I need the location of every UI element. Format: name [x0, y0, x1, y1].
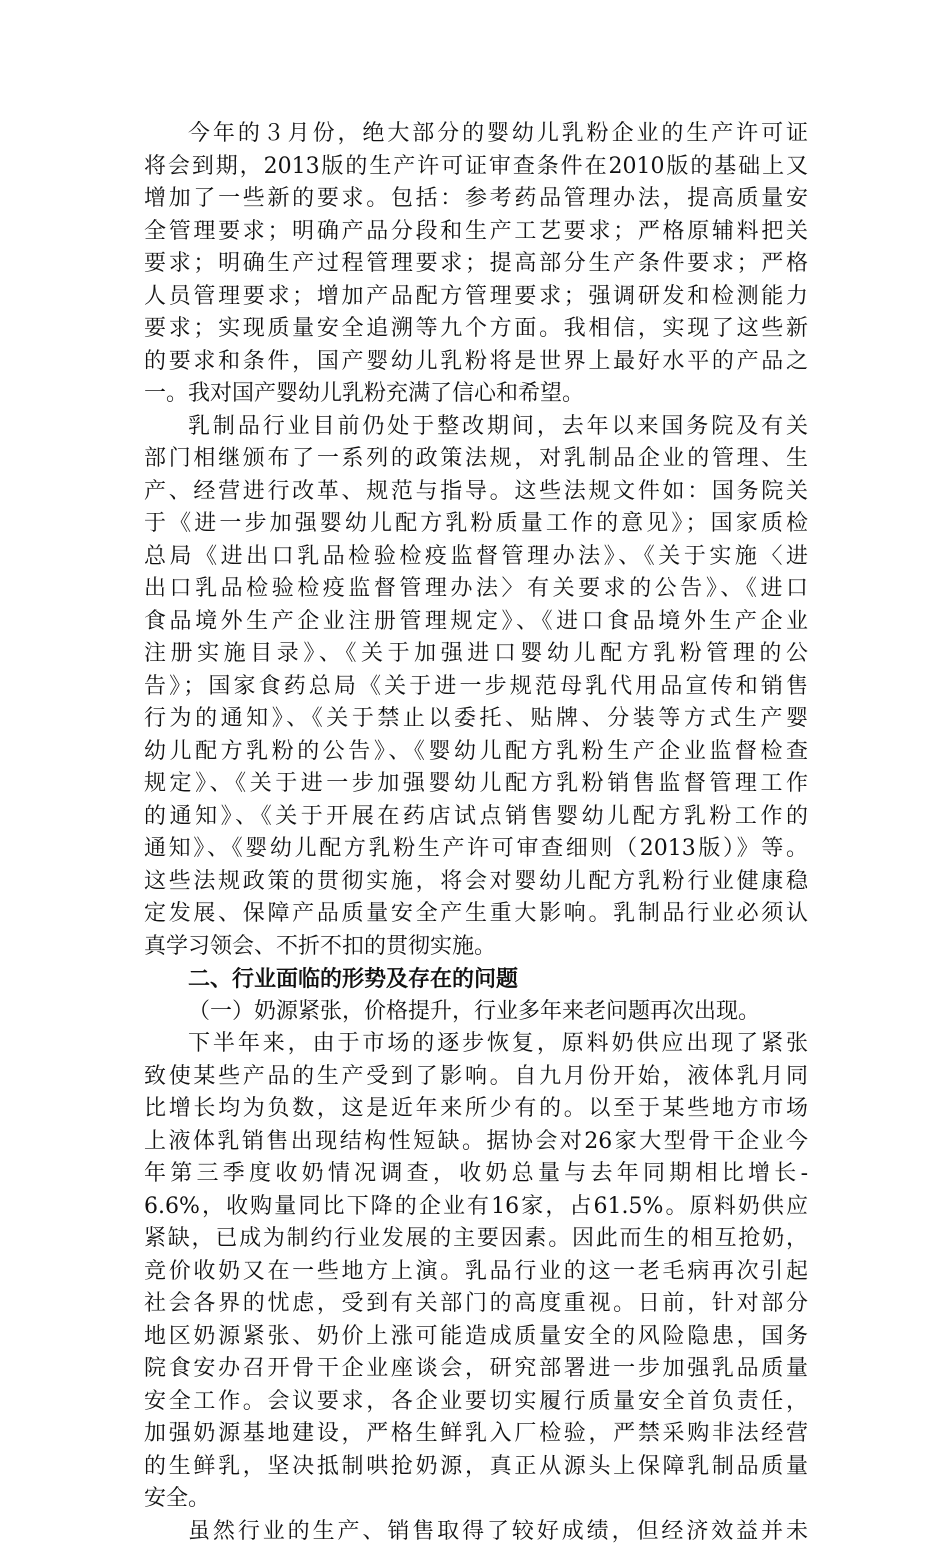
subheading-text: （一）奶源紧张，价格提升，行业多年来老问题再次出现。: [144, 996, 808, 1029]
text-line: 6.6%，收购量同比下降的企业有16家，占61.5%。原料奶供应: [144, 1191, 808, 1224]
text-line: 部门相继颁布了一系列的政策法规，对乳制品企业的管理、生: [144, 443, 808, 476]
text-line: 乳制品行业目前仍处于整改期间，去年以来国务院及有关: [144, 411, 808, 444]
text-line: 产、经营进行改革、规范与指导。这些法规文件如：国务院关: [144, 476, 808, 509]
text-line: 全管理要求；明确产品分段和生产工艺要求；严格原辅料把关: [144, 216, 808, 249]
text-line: 的通知》、《关于开展在药店试点销售婴幼儿配方乳粉工作的: [144, 801, 808, 834]
text-line: 的生鲜乳，坚决抵制哄抢奶源，真正从源头上保障乳制品质量: [144, 1451, 808, 1484]
text-line: 增加了一些新的要求。包括：参考药品管理办法，提高质量安: [144, 183, 808, 216]
text-line: 人员管理要求；增加产品配方管理要求；强调研发和检测能力: [144, 281, 808, 314]
text-line: 将会到期，2013版的生产许可证审查条件在2010版的基础上又: [144, 151, 808, 184]
paragraph: [144, 1516, 808, 1548]
text-line: 紧缺，已成为制约行业发展的主要因素。因此而生的相互抢奶，: [144, 1223, 808, 1256]
text-line: 社会各界的忧虑，受到有关部门的高度重视。日前，针对部分: [144, 1288, 808, 1321]
paragraph: [144, 1028, 808, 1516]
text-line: 于《进一步加强婴幼儿配方乳粉质量工作的意见》；国家质检: [144, 508, 808, 541]
text-line: 规定》、《关于进一步加强婴幼儿配方乳粉销售监督管理工作: [144, 768, 808, 801]
text-line: 通知》、《婴幼儿配方乳粉生产许可审查细则（2013版）》等。: [144, 833, 808, 866]
text-line: 注册实施目录》、《关于加强进口婴幼儿配方乳粉管理的公: [144, 638, 808, 671]
text-line: 一。我对国产婴幼儿乳粉充满了信心和希望。: [144, 378, 808, 411]
text-line: 定发展、保障产品质量安全产生重大影响。乳制品行业必须认: [144, 898, 808, 931]
text-line: 加强奶源基地建设，严格生鲜乳入厂检验，严禁采购非法经营: [144, 1418, 808, 1451]
text-line: 致使某些产品的生产受到了影响。自九月份开始，液体乳月同: [144, 1061, 808, 1094]
text-line: 安全。: [144, 1483, 808, 1516]
text-line: 这些法规政策的贯彻实施，将会对婴幼儿配方乳粉行业健康稳: [144, 866, 808, 899]
text-line: 虽然行业的生产、销售取得了较好成绩，但经济效益并未: [144, 1516, 808, 1548]
text-line: 出口乳品检验检疫监督管理办法〉有关要求的公告》、《进口: [144, 573, 808, 606]
text-line: 院食安办召开骨干企业座谈会，研究部署进一步加强乳品质量: [144, 1353, 808, 1386]
paragraph: [144, 996, 808, 1029]
text-line: 要求；实现质量安全追溯等九个方面。我相信，实现了这些新: [144, 313, 808, 346]
text-line: 的要求和条件，国产婴幼儿乳粉将是世界上最好水平的产品之: [144, 346, 808, 379]
text-line: 竞价收奶又在一些地方上演。乳品行业的这一老毛病再次引起: [144, 1256, 808, 1289]
text-line: 地区奶源紧张、奶价上涨可能造成质量安全的风险隐患，国务: [144, 1321, 808, 1354]
document-page: [144, 118, 808, 1548]
text-line: 下半年来，由于市场的逐步恢复，原料奶供应出现了紧张: [144, 1028, 808, 1061]
text-line: 真学习领会、不折不扣的贯彻实施。: [144, 931, 808, 964]
text-line: 行为的通知》、《关于禁止以委托、贴牌、分装等方式生产婴: [144, 703, 808, 736]
text-line: 安全工作。会议要求，各企业要切实履行质量安全首负责任，: [144, 1386, 808, 1419]
text-line: 告》；国家食药总局《关于进一步规范母乳代用品宣传和销售: [144, 671, 808, 704]
paragraph: [144, 118, 808, 411]
heading-text: 二、行业面临的形势及存在的问题: [144, 963, 808, 996]
paragraph: [144, 411, 808, 964]
section-heading: [144, 963, 808, 996]
text-line: 年第三季度收奶情况调查，收奶总量与去年同期相比增长-: [144, 1158, 808, 1191]
text-line: 要求；明确生产过程管理要求；提高部分生产条件要求；严格: [144, 248, 808, 281]
text-line: 幼儿配方乳粉的公告》、《婴幼儿配方乳粉生产企业监督检查: [144, 736, 808, 769]
text-line: 食品境外生产企业注册管理规定》、《进口食品境外生产企业: [144, 606, 808, 639]
text-line: 总局《进出口乳品检验检疫监督管理办法》、《关于实施〈进: [144, 541, 808, 574]
text-line: 上液体乳销售出现结构性短缺。据协会对26家大型骨干企业今: [144, 1126, 808, 1159]
text-line: 比增长均为负数，这是近年来所少有的。以至于某些地方市场: [144, 1093, 808, 1126]
text-line: 今年的３月份，绝大部分的婴幼儿乳粉企业的生产许可证: [144, 118, 808, 151]
